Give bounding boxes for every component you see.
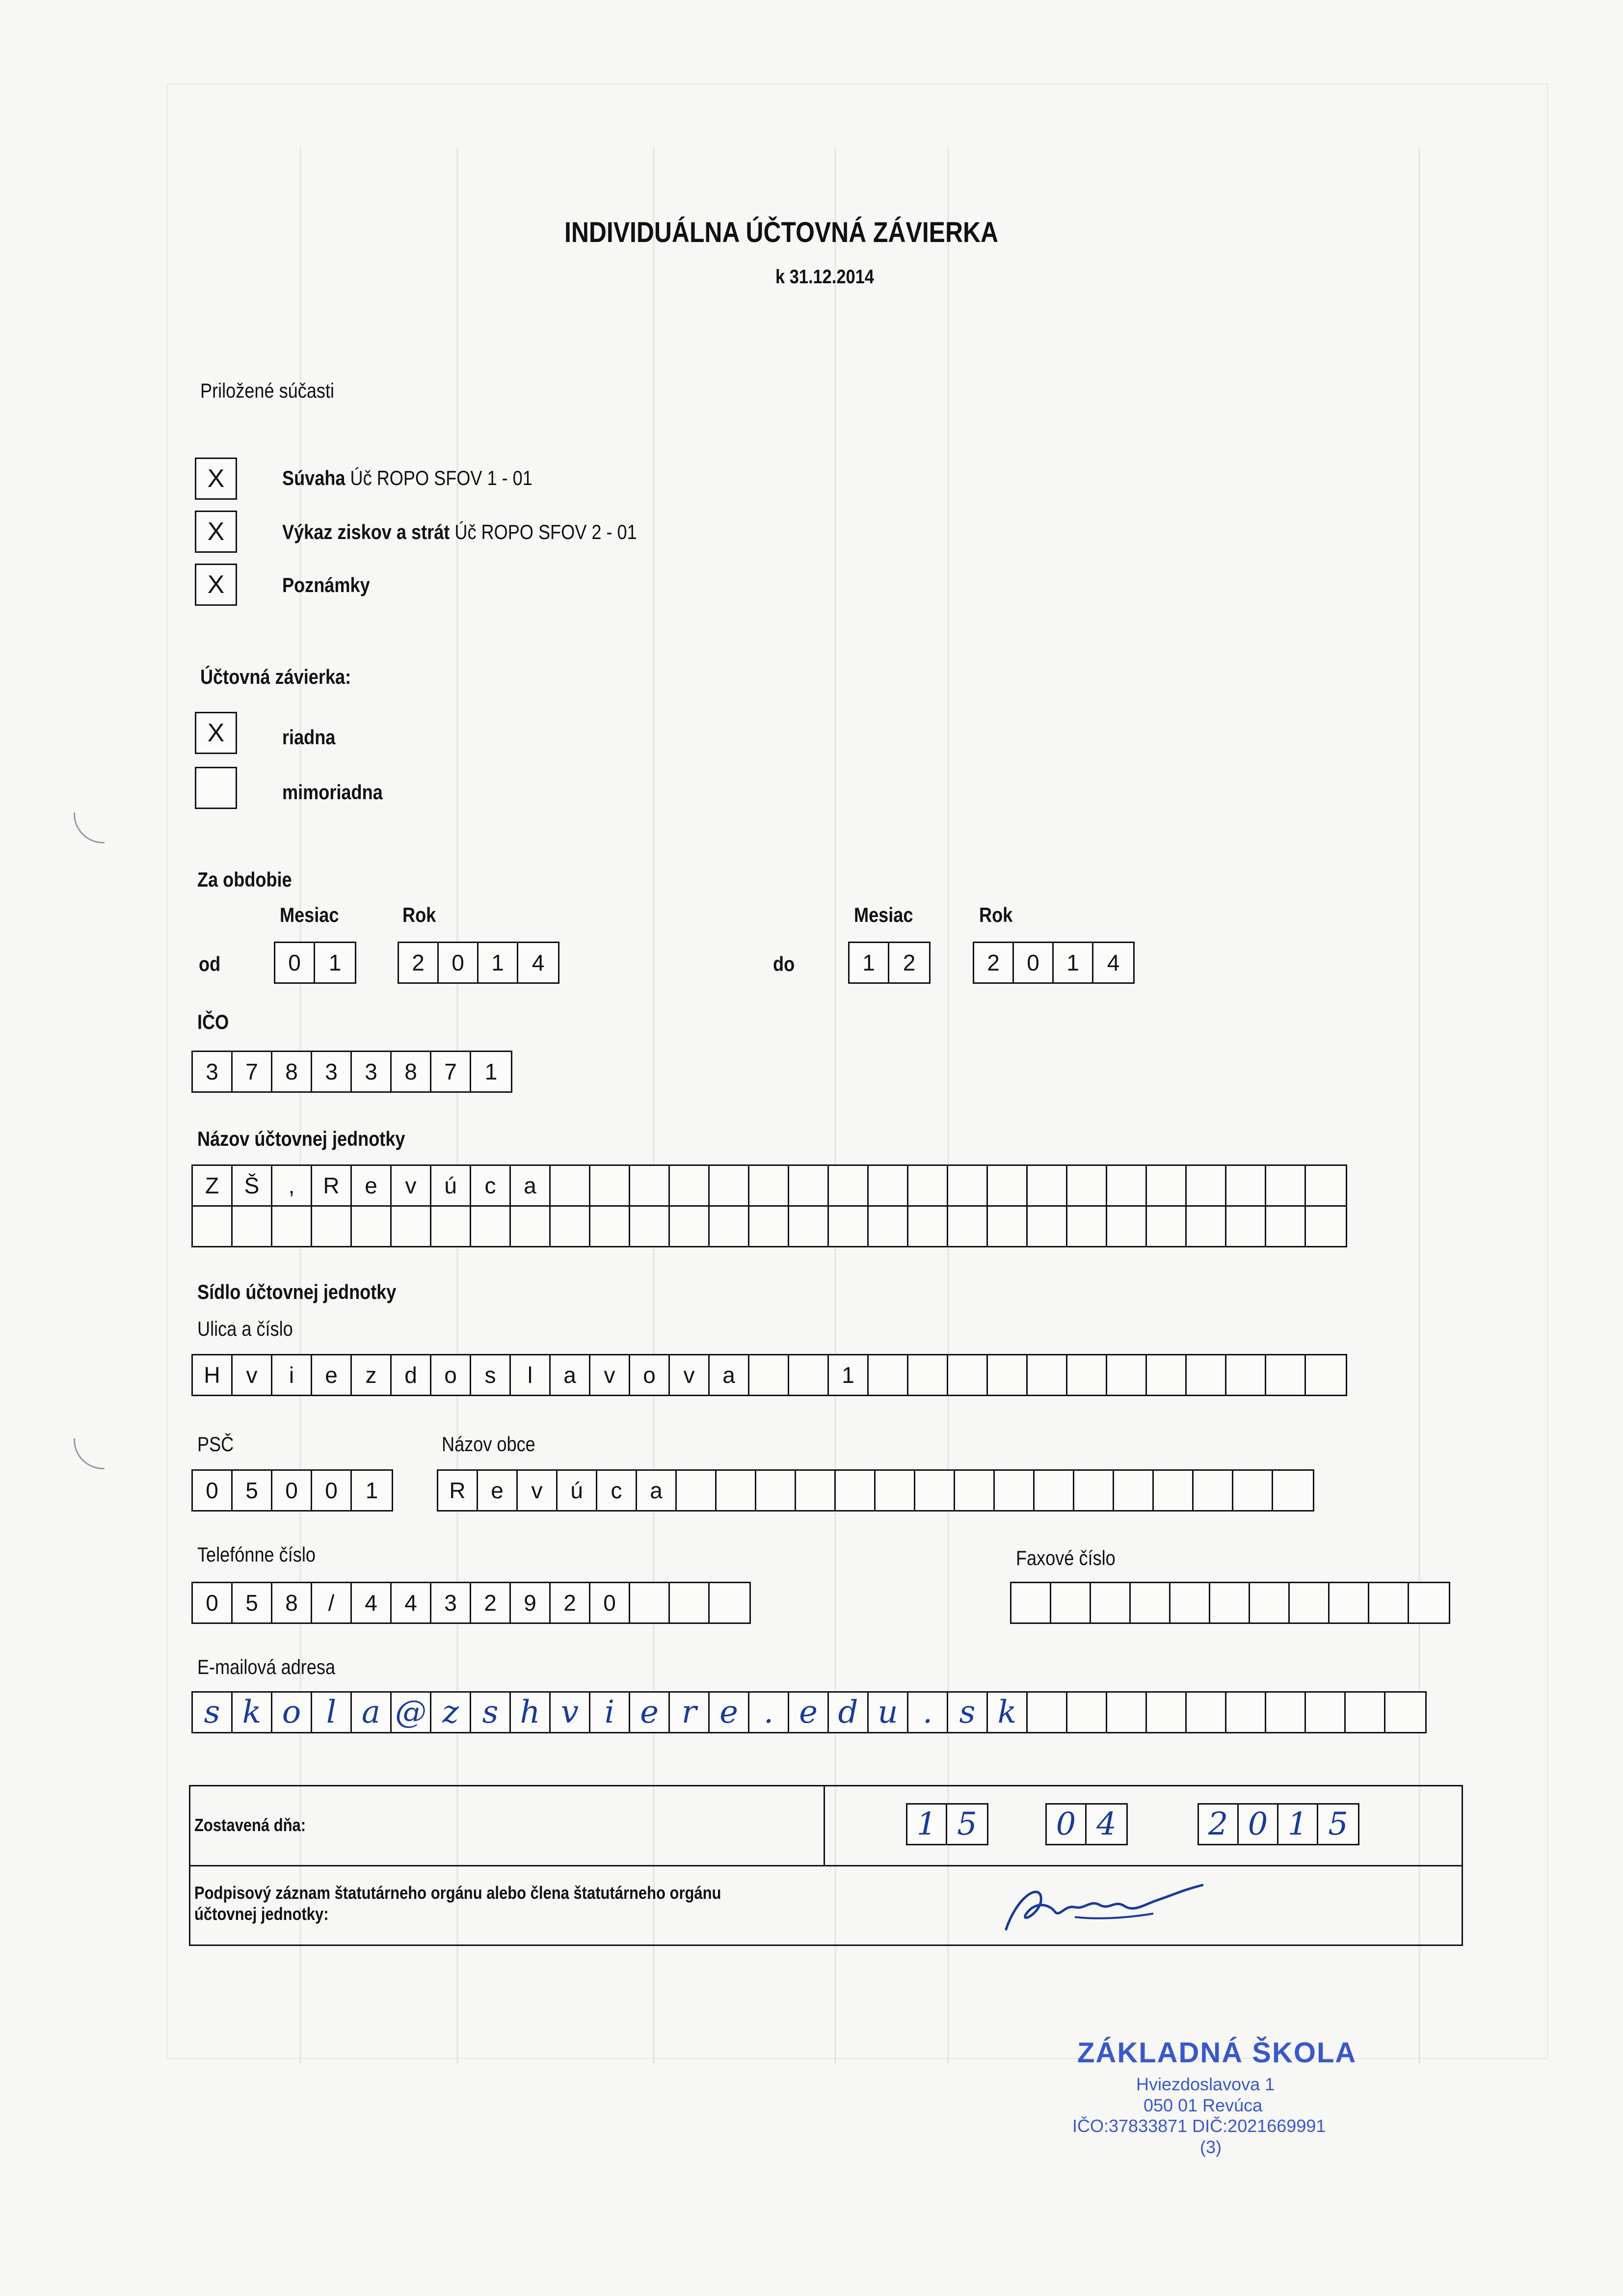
char-cell: 8 xyxy=(272,1583,312,1622)
char-cell xyxy=(1290,1583,1330,1622)
char-cell xyxy=(551,1166,590,1205)
psc-field[interactable] xyxy=(191,1469,393,1512)
char-cell xyxy=(1011,1583,1051,1622)
char-cell: 1 xyxy=(907,1805,947,1844)
char-cell: 5 xyxy=(1328,1806,1348,1842)
char-cell xyxy=(1035,1471,1074,1510)
address-heading: Sídlo účtovnej jednotky xyxy=(197,1280,397,1303)
char-cell xyxy=(995,1471,1035,1510)
char-cell xyxy=(1385,1693,1425,1732)
char-cell: i xyxy=(590,1693,630,1732)
phone-field[interactable] xyxy=(191,1582,751,1624)
char-cell xyxy=(1028,1207,1067,1246)
char-cell: 3 xyxy=(431,1583,471,1622)
char-cell: 1 xyxy=(829,1355,869,1395)
char-cell xyxy=(717,1471,756,1510)
char-cell xyxy=(876,1471,915,1510)
char-cell: v xyxy=(551,1693,590,1732)
char-cell xyxy=(1147,1166,1187,1205)
char-cell: 0 xyxy=(439,943,479,982)
char-cell: 0 xyxy=(1047,1805,1087,1844)
char-cell xyxy=(1369,1583,1409,1622)
char-cell xyxy=(1107,1355,1147,1395)
char-cell: a xyxy=(710,1355,749,1395)
char-cell xyxy=(749,1166,789,1205)
char-cell xyxy=(272,1207,312,1246)
entity-name-label: Názov účtovnej jednotky xyxy=(197,1127,405,1150)
char-cell: R xyxy=(438,1471,478,1510)
char-cell xyxy=(630,1207,670,1246)
char-cell: i xyxy=(272,1355,312,1395)
char-cell: v xyxy=(392,1166,431,1205)
char-cell xyxy=(1226,1207,1266,1246)
signature-label-line1: Podpisový záznam štatutárneho orgánu alebo člena štatutárneho orgánu xyxy=(194,1883,721,1903)
char-cell xyxy=(590,1166,630,1205)
char-cell: 0 xyxy=(312,1471,352,1510)
char-cell xyxy=(749,1207,789,1246)
fax-label: Faxové číslo xyxy=(1016,1546,1116,1569)
char-cell xyxy=(1154,1471,1194,1510)
compiled-month[interactable] xyxy=(1045,1803,1128,1845)
char-cell: s xyxy=(471,1355,511,1395)
char-cell: r xyxy=(670,1693,710,1732)
char-cell: 5 xyxy=(957,1806,977,1842)
closing-regular-checkbox[interactable]: X xyxy=(195,712,237,754)
char-cell xyxy=(551,1207,590,1246)
char-cell: 4 xyxy=(352,1583,392,1622)
char-cell xyxy=(1226,1693,1266,1732)
char-cell: 5 xyxy=(233,1583,272,1622)
char-cell: 5 xyxy=(233,1471,272,1510)
char-cell: 2 xyxy=(399,943,439,982)
char-cell xyxy=(1067,1166,1107,1205)
attachments-heading: Priložené súčasti xyxy=(200,379,335,402)
period-from-year-label: Rok xyxy=(402,903,436,926)
char-cell xyxy=(1210,1583,1250,1622)
char-cell: o xyxy=(272,1693,312,1732)
attachment-notes-checkbox[interactable]: X xyxy=(195,564,237,606)
char-cell xyxy=(1187,1355,1226,1395)
stamp-ids: IČO:37833871 DIČ:2021669991 xyxy=(1072,2116,1326,2136)
char-cell: 1 xyxy=(328,950,342,975)
char-cell xyxy=(1028,1166,1067,1205)
char-cell xyxy=(1187,1166,1226,1205)
char-cell: k xyxy=(988,1693,1028,1732)
period-to-month[interactable] xyxy=(848,942,931,984)
char-cell xyxy=(1067,1207,1107,1246)
stamp-street: Hviezdoslavova 1 xyxy=(1136,2074,1275,2094)
char-cell xyxy=(1226,1166,1266,1205)
char-cell: l xyxy=(312,1693,352,1732)
char-cell: 0 xyxy=(590,1583,630,1622)
char-cell xyxy=(1074,1471,1114,1510)
char-cell: @ xyxy=(392,1693,431,1732)
attachment-notes-label: Poznámky xyxy=(282,573,370,596)
char-cell: e xyxy=(352,1166,392,1205)
char-cell: s xyxy=(948,1693,988,1732)
street-field[interactable] xyxy=(191,1354,1347,1396)
signature-label-line2: účtovnej jednotky: xyxy=(194,1904,329,1924)
char-cell xyxy=(869,1207,908,1246)
char-cell: 3 xyxy=(312,1052,352,1091)
char-cell: k xyxy=(233,1693,272,1732)
char-cell xyxy=(869,1355,908,1395)
char-cell xyxy=(233,1207,272,1246)
char-cell: a xyxy=(511,1166,551,1205)
period-from-label: od xyxy=(199,952,221,975)
char-cell: s xyxy=(193,1693,233,1732)
stamp-city: 050 01 Revúca xyxy=(1144,2095,1263,2115)
period-from-month-label: Mesiac xyxy=(280,903,339,926)
char-cell xyxy=(1409,1583,1449,1622)
char-cell: 2 xyxy=(974,943,1014,982)
signature-image xyxy=(996,1870,1222,1944)
char-cell xyxy=(1131,1583,1171,1622)
char-cell xyxy=(1306,1693,1346,1732)
char-cell xyxy=(1107,1166,1147,1205)
char-cell xyxy=(948,1207,988,1246)
char-cell xyxy=(1250,1583,1290,1622)
char-cell xyxy=(1051,1583,1091,1622)
char-cell: 2 xyxy=(1199,1805,1239,1844)
char-cell xyxy=(829,1166,869,1205)
char-cell: 0 xyxy=(272,1471,312,1510)
char-cell xyxy=(789,1355,829,1395)
char-cell xyxy=(431,1207,471,1246)
char-cell: 9 xyxy=(511,1583,551,1622)
char-cell: h xyxy=(511,1693,551,1732)
stamp-school-name: ZÁKLADNÁ ŠKOLA xyxy=(1077,2037,1357,2069)
char-cell xyxy=(749,1355,789,1395)
char-cell: d xyxy=(829,1693,869,1732)
char-cell: 7 xyxy=(431,1052,471,1091)
char-cell: 1 xyxy=(1278,1805,1318,1844)
char-cell: / xyxy=(312,1583,352,1622)
char-cell: v xyxy=(590,1355,630,1395)
psc-label: PSČ xyxy=(197,1432,234,1456)
char-cell: 4 xyxy=(392,1583,431,1622)
char-cell: 8 xyxy=(272,1052,312,1091)
char-cell xyxy=(710,1166,749,1205)
char-cell xyxy=(915,1471,955,1510)
char-cell: e xyxy=(630,1693,670,1732)
char-cell: e xyxy=(312,1355,352,1395)
char-cell: v xyxy=(670,1355,710,1395)
closing-heading: Účtovná závierka: xyxy=(200,665,351,688)
char-cell xyxy=(670,1583,710,1622)
phone-label: Telefónne číslo xyxy=(197,1543,316,1566)
char-cell: 0 xyxy=(193,1471,233,1510)
document-title: INDIVIDUÁLNA ÚČTOVNÁ ZÁVIERKA xyxy=(564,216,999,248)
char-cell xyxy=(829,1207,869,1246)
period-from-month[interactable] xyxy=(274,942,356,984)
char-cell: 2 xyxy=(551,1583,590,1622)
char-cell: , xyxy=(272,1166,312,1205)
char-cell: 1 xyxy=(850,943,889,982)
char-cell: 0 xyxy=(193,1583,233,1622)
char-cell: 4 xyxy=(1096,1806,1117,1842)
char-cell xyxy=(1266,1166,1306,1205)
email-field[interactable] xyxy=(191,1691,1427,1733)
char-cell: 1 xyxy=(479,943,518,982)
period-to-month-label: Mesiac xyxy=(854,903,913,926)
char-cell: d xyxy=(392,1355,431,1395)
char-cell: e xyxy=(478,1471,518,1510)
period-to-year[interactable] xyxy=(973,942,1135,984)
char-cell xyxy=(1147,1355,1187,1395)
char-cell xyxy=(1273,1471,1313,1510)
char-cell xyxy=(908,1166,948,1205)
char-cell xyxy=(677,1471,717,1510)
char-cell xyxy=(836,1471,876,1510)
period-to-label: do xyxy=(773,952,795,975)
char-cell: z xyxy=(352,1355,392,1395)
char-cell: 7 xyxy=(233,1052,272,1091)
char-cell xyxy=(392,1207,431,1246)
char-cell: H xyxy=(193,1355,233,1395)
attachment-balance-checkbox[interactable]: X xyxy=(195,458,237,500)
char-cell xyxy=(352,1207,392,1246)
char-cell xyxy=(1187,1207,1226,1246)
char-cell: z xyxy=(431,1693,471,1732)
char-cell xyxy=(511,1207,551,1246)
compiled-day[interactable] xyxy=(906,1803,988,1845)
char-cell xyxy=(1306,1355,1346,1395)
char-cell: c xyxy=(597,1471,637,1510)
street-label: Ulica a číslo xyxy=(197,1317,293,1340)
char-cell: R xyxy=(312,1166,352,1205)
attachment-profit-loss-checkbox[interactable]: X xyxy=(195,511,237,553)
char-cell: l xyxy=(511,1355,551,1395)
closing-regular-label: riadna xyxy=(282,726,336,749)
char-cell xyxy=(1306,1166,1346,1205)
punch-mark xyxy=(74,812,105,843)
ico-field[interactable] xyxy=(191,1051,512,1093)
char-cell xyxy=(471,1207,511,1246)
period-to-year-label: Rok xyxy=(979,903,1013,926)
char-cell xyxy=(1114,1471,1154,1510)
char-cell: 3 xyxy=(193,1052,233,1091)
char-cell: c xyxy=(471,1166,511,1205)
char-cell: 3 xyxy=(352,1052,392,1091)
char-cell: ú xyxy=(431,1166,471,1205)
char-cell xyxy=(312,1207,352,1246)
char-cell: 2 xyxy=(471,1583,511,1622)
char-cell: e xyxy=(789,1693,829,1732)
char-cell xyxy=(630,1583,670,1622)
char-cell xyxy=(1028,1693,1067,1732)
char-cell xyxy=(756,1471,796,1510)
char-cell: 1 xyxy=(484,1059,498,1084)
char-cell xyxy=(670,1207,710,1246)
char-cell: 4 xyxy=(532,950,545,975)
compiled-label: Zostavená dňa: xyxy=(194,1815,306,1835)
closing-extraordinary-label: mimoriadna xyxy=(282,781,383,804)
char-cell xyxy=(948,1166,988,1205)
char-cell: ú xyxy=(558,1471,597,1510)
char-cell: 2 xyxy=(903,950,916,975)
char-cell: v xyxy=(518,1471,558,1510)
char-cell xyxy=(789,1166,829,1205)
char-cell: 0 xyxy=(275,943,315,982)
char-cell: s xyxy=(471,1693,511,1732)
char-cell xyxy=(955,1471,995,1510)
char-cell xyxy=(948,1355,988,1395)
char-cell xyxy=(1330,1583,1369,1622)
closing-extraordinary-checkbox[interactable] xyxy=(195,767,237,809)
char-cell: a xyxy=(352,1693,392,1732)
stamp-note: (3) xyxy=(1200,2137,1222,2157)
char-cell: a xyxy=(551,1355,590,1395)
ico-label: IČO xyxy=(197,1010,229,1033)
attachment-balance-label: Súvaha Úč ROPO SFOV 1 - 01 xyxy=(282,466,532,489)
fax-field[interactable] xyxy=(1010,1582,1450,1624)
char-cell xyxy=(1091,1583,1131,1622)
char-cell: 1 xyxy=(365,1478,378,1503)
char-cell: o xyxy=(630,1355,670,1395)
char-cell xyxy=(789,1207,829,1246)
char-cell xyxy=(988,1207,1028,1246)
compiled-year[interactable] xyxy=(1197,1803,1359,1845)
char-cell xyxy=(1187,1693,1226,1732)
char-cell xyxy=(1346,1693,1385,1732)
char-cell xyxy=(1266,1207,1306,1246)
char-cell xyxy=(908,1207,948,1246)
char-cell: a xyxy=(637,1471,677,1510)
char-cell xyxy=(1107,1207,1147,1246)
char-cell xyxy=(670,1166,710,1205)
char-cell xyxy=(1233,1471,1273,1510)
char-cell xyxy=(988,1166,1028,1205)
char-cell xyxy=(1028,1355,1067,1395)
char-cell xyxy=(710,1207,749,1246)
char-cell xyxy=(590,1207,630,1246)
char-cell: u xyxy=(869,1693,908,1732)
char-cell: . xyxy=(908,1693,948,1732)
char-cell: 4 xyxy=(1107,950,1120,975)
char-cell xyxy=(710,1583,749,1622)
char-cell xyxy=(1306,1207,1346,1246)
char-cell xyxy=(1171,1583,1210,1622)
char-cell xyxy=(1266,1355,1306,1395)
char-cell: v xyxy=(233,1355,272,1395)
report-date: k 31.12.2014 xyxy=(775,266,874,288)
char-cell xyxy=(988,1355,1028,1395)
char-cell xyxy=(1147,1207,1187,1246)
char-cell: Z xyxy=(193,1166,233,1205)
char-cell xyxy=(796,1471,836,1510)
attachment-profit-loss-label: Výkaz ziskov a strát Úč ROPO SFOV 2 - 01 xyxy=(282,520,637,543)
char-cell xyxy=(1194,1471,1233,1510)
char-cell: o xyxy=(431,1355,471,1395)
char-cell: . xyxy=(749,1693,789,1732)
city-field[interactable] xyxy=(437,1469,1314,1512)
char-cell xyxy=(1226,1355,1266,1395)
char-cell: 0 xyxy=(1014,943,1054,982)
char-cell xyxy=(630,1166,670,1205)
char-cell: 8 xyxy=(392,1052,431,1091)
char-cell xyxy=(869,1166,908,1205)
char-cell xyxy=(193,1207,233,1246)
entity-name-field[interactable] xyxy=(191,1164,1347,1247)
period-from-year[interactable] xyxy=(398,942,559,984)
char-cell xyxy=(908,1355,948,1395)
char-cell xyxy=(1266,1693,1306,1732)
email-label: E-mailová adresa xyxy=(197,1655,336,1678)
char-cell xyxy=(1147,1693,1187,1732)
punch-mark xyxy=(74,1438,105,1469)
city-label: Názov obce xyxy=(442,1432,535,1456)
char-cell: 0 xyxy=(1239,1805,1278,1844)
char-cell: Š xyxy=(233,1166,272,1205)
char-cell: 1 xyxy=(1054,943,1093,982)
char-cell xyxy=(1107,1693,1147,1732)
char-cell xyxy=(1067,1355,1107,1395)
period-heading: Za obdobie xyxy=(197,868,292,891)
char-cell xyxy=(1067,1693,1107,1732)
char-cell: e xyxy=(710,1693,749,1732)
